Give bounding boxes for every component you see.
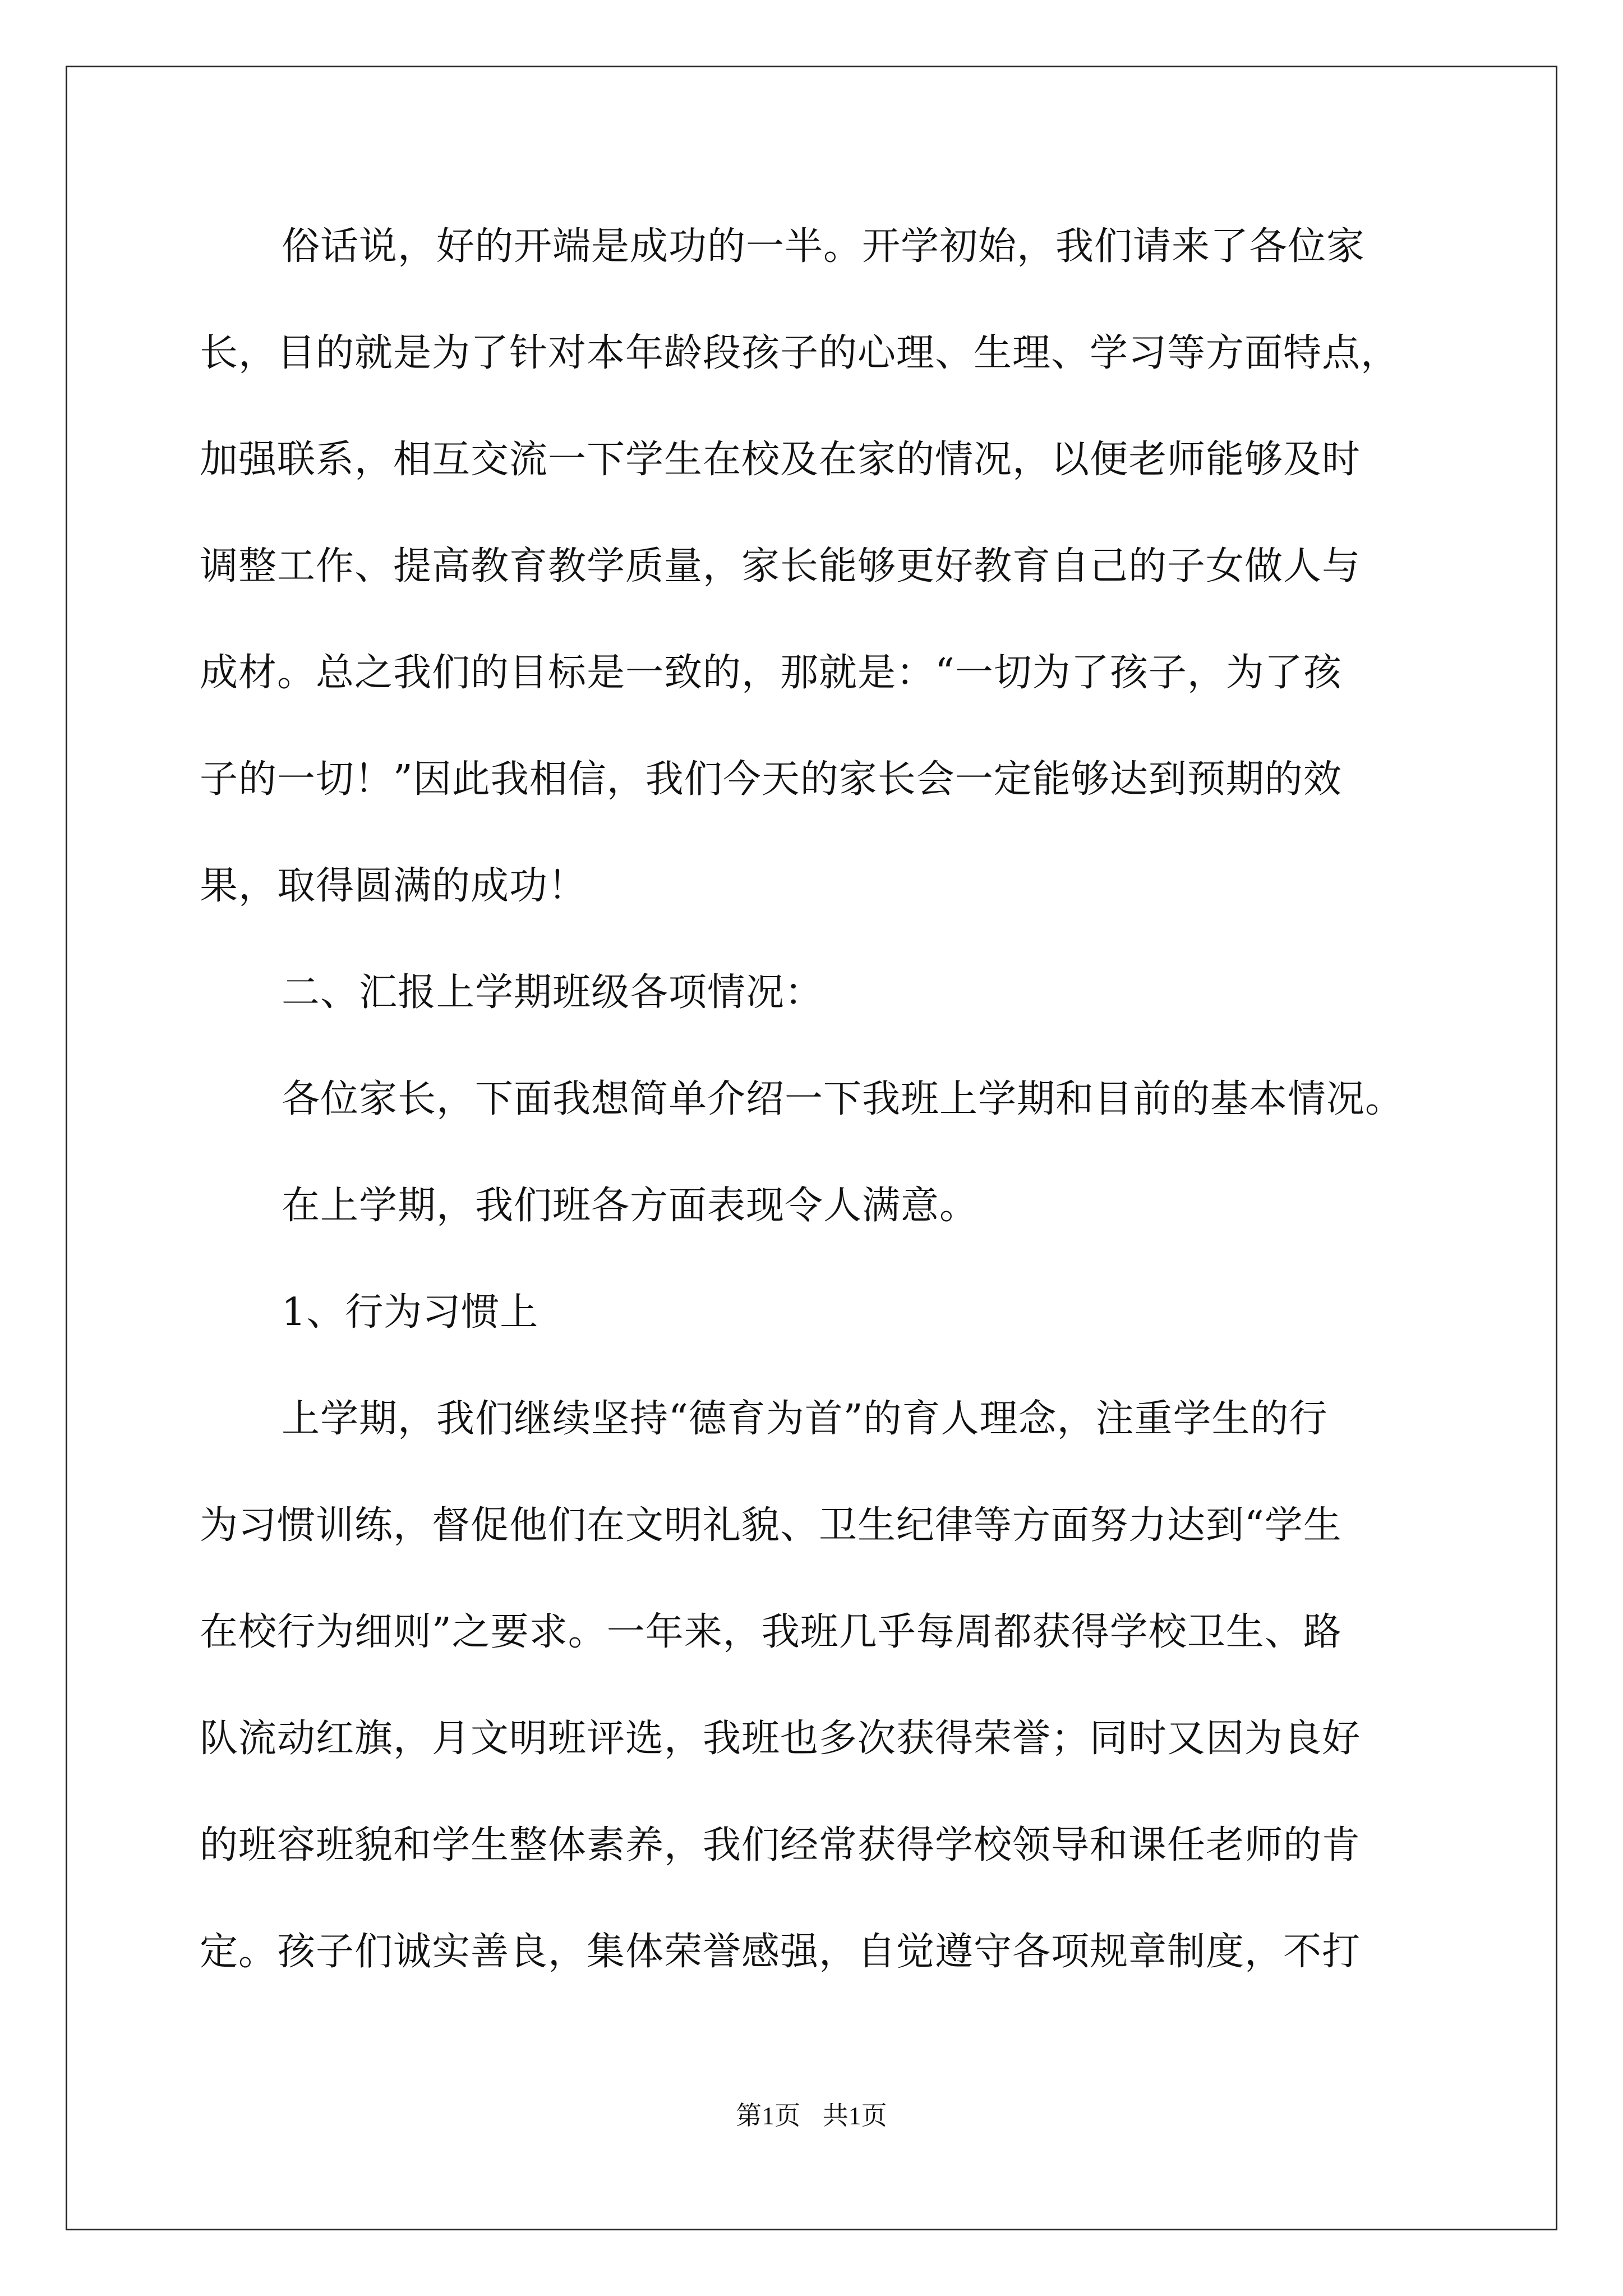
text-line: 子的一切！”因此我相信，我们今天的家长会一定能够达到预期的效 [200,757,1342,802]
subsection-heading: 1、行为习惯上 [282,1290,539,1335]
text-line: 为习惯训练，督促他们在文明礼貌、卫生纪律等方面努力达到“学生 [200,1503,1342,1548]
page-count: 共1页 [822,2101,887,2130]
text-line: 果，取得圆满的成功！ [200,864,587,908]
page-footer [0,2095,1623,2132]
text-line: 队流动红旗，月文明班评选，我班也多次获得荣誉；同时又因为良好 [200,1717,1361,1761]
text-line: 在上学期，我们班各方面表现令人满意。 [282,1184,979,1228]
text-line: 俗话说，好的开端是成功的一半。开学初始，我们请来了各位家 [282,224,1366,269]
text-line: 上学期，我们继续坚持“德育为首”的育人理念，注重学生的行 [282,1397,1328,1441]
text-line: 的班容班貌和学生整体素养，我们经常获得学校领导和课任老师的肯 [200,1823,1361,1867]
text-line: 定。孩子们诚实善良，集体荣誉感强，自觉遵守各项规章制度，不打 [200,1930,1361,1974]
text-line: 在校行为细则”之要求。一年来，我班几乎每周都获得学校卫生、路 [200,1610,1342,1654]
text-line: 加强联系，相互交流一下学生在校及在家的情况，以便老师能够及时 [200,438,1361,482]
document-body [200,194,1433,2005]
text-line: 长，目的就是为了针对本年龄段孩子的心理、生理、学习等方面特点， [200,331,1400,375]
text-line: 各位家长，下面我想简单介绍一下我班上学期和目前的基本情况。 [282,1077,1404,1121]
section-heading: 二、汇报上学期班级各项情况： [282,970,824,1015]
text-line: 调整工作、提高教育教学质量，家长能够更好教育自己的子女做人与 [200,544,1361,588]
text-line: 成材。总之我们的目标是一致的，那就是：“一切为了孩子，为了孩 [200,651,1342,695]
page-number: 第1页 [736,2101,801,2130]
